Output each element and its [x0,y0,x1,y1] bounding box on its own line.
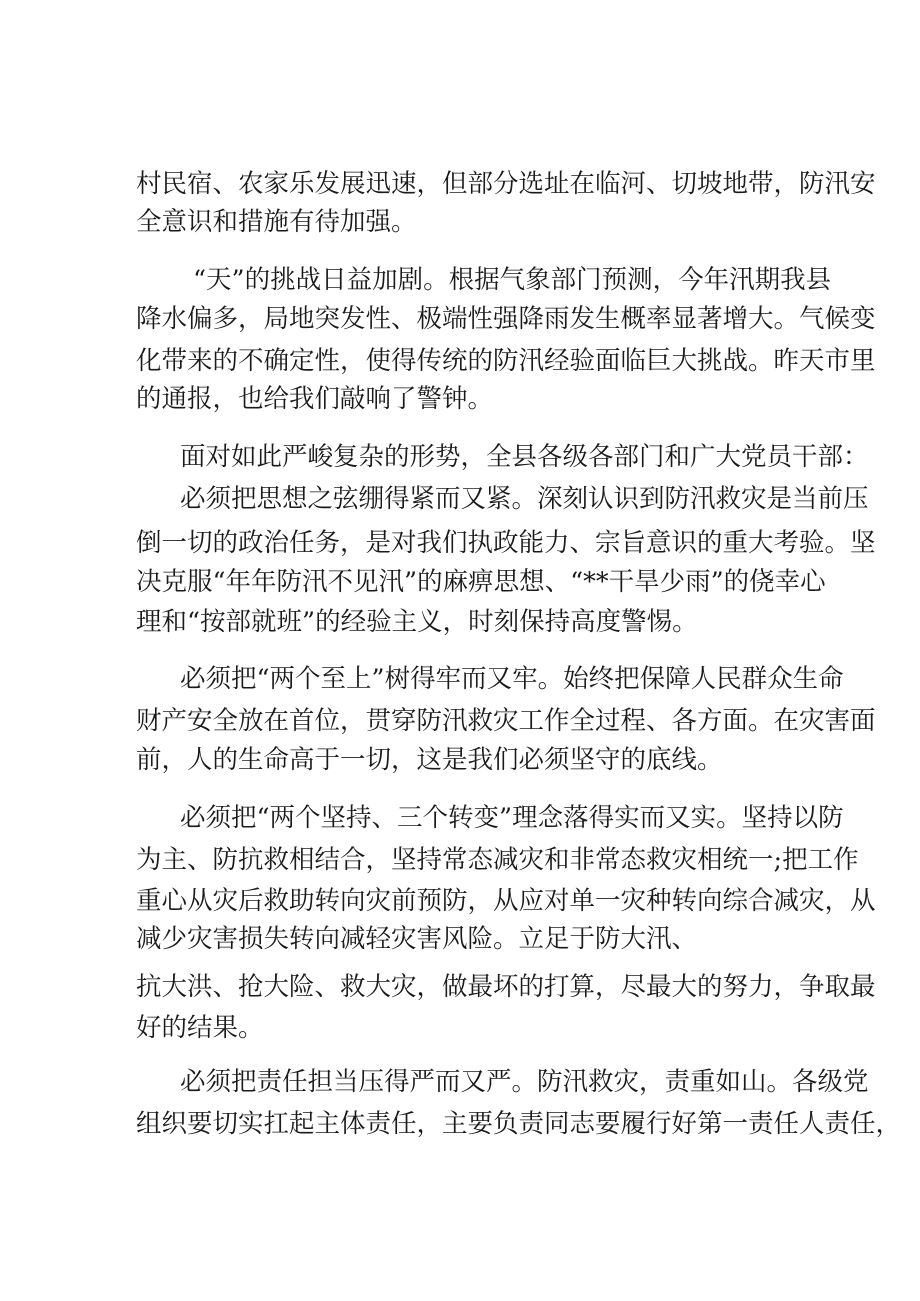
text-line: 财产安全放在首位，贯穿防汛救灾工作全过程、各方面。在灾害面 [136,706,876,736]
text-line: 减少灾害损失转向减轻灾害风险。立足于防大汛、 [136,924,698,954]
text-line: 面对如此严峻复杂的形势，全县各级各部门和广大党员干部： [180,442,869,472]
text-line: 前，人的生命高于一切，这是我们必须坚守的底线。 [136,745,723,775]
text-line: 理和“按部就班”的经验主义，时刻保持高度警惕。 [136,607,698,637]
text-line: 组织要切实扛起主体责任，主要负责同志要履行好第一责任人责任， [136,1109,902,1139]
text-line: 倒一切的政治任务，是对我们执政能力、宗旨意识的重大考验。坚 [136,528,876,558]
text-line: 必须把“两个至上”树得牢而又牢。始终把保障人民群众生命 [180,664,844,694]
text-line: 化带来的不确定性，使得传统的防汛经验面临巨大挑战。昨天市里 [136,346,876,376]
text-line: 抗大洪、抢大险、救大灾，做最坏的打算，尽最大的努力，争取最 [136,972,876,1002]
text-line: 全意识和措施有待加强。 [136,207,417,237]
text-line: “天”的挑战日益加剧。根据气象部门预测，今年汛期我县 [193,265,832,295]
text-line: 的通报，也给我们敲响了警钟。 [136,384,494,414]
text-line: 为主、防抗救相结合，坚持常态减灾和非常态救灾相统一;把工作 [136,845,859,875]
text-line: 重心从灾后救助转向灾前预防，从应对单一灾种转向综合减灾，从 [136,886,876,916]
text-line: 必须把“两个坚持、三个转变”理念落得实而又实。坚持以防 [180,803,844,833]
text-line: 必须把思想之弦绷得紧而又紧。深刻认识到防汛救灾是当前压 [180,484,869,514]
text-line: 降水偏多，局地突发性、极端性强降雨发生概率显著增大。气候变 [136,304,876,334]
text-line: 村民宿、农家乐发展迅速，但部分选址在临河、切坡地带，防汛安 [136,169,876,199]
text-line: 好的结果。 [136,1013,264,1043]
text-line: 必须把责任担当压得严而又严。防汛救灾，责重如山。各级党 [180,1067,869,1097]
text-line: 决克服“年年防汛不见汛”的麻痹思想、“**干旱少雨”的侥幸心 [136,567,826,597]
